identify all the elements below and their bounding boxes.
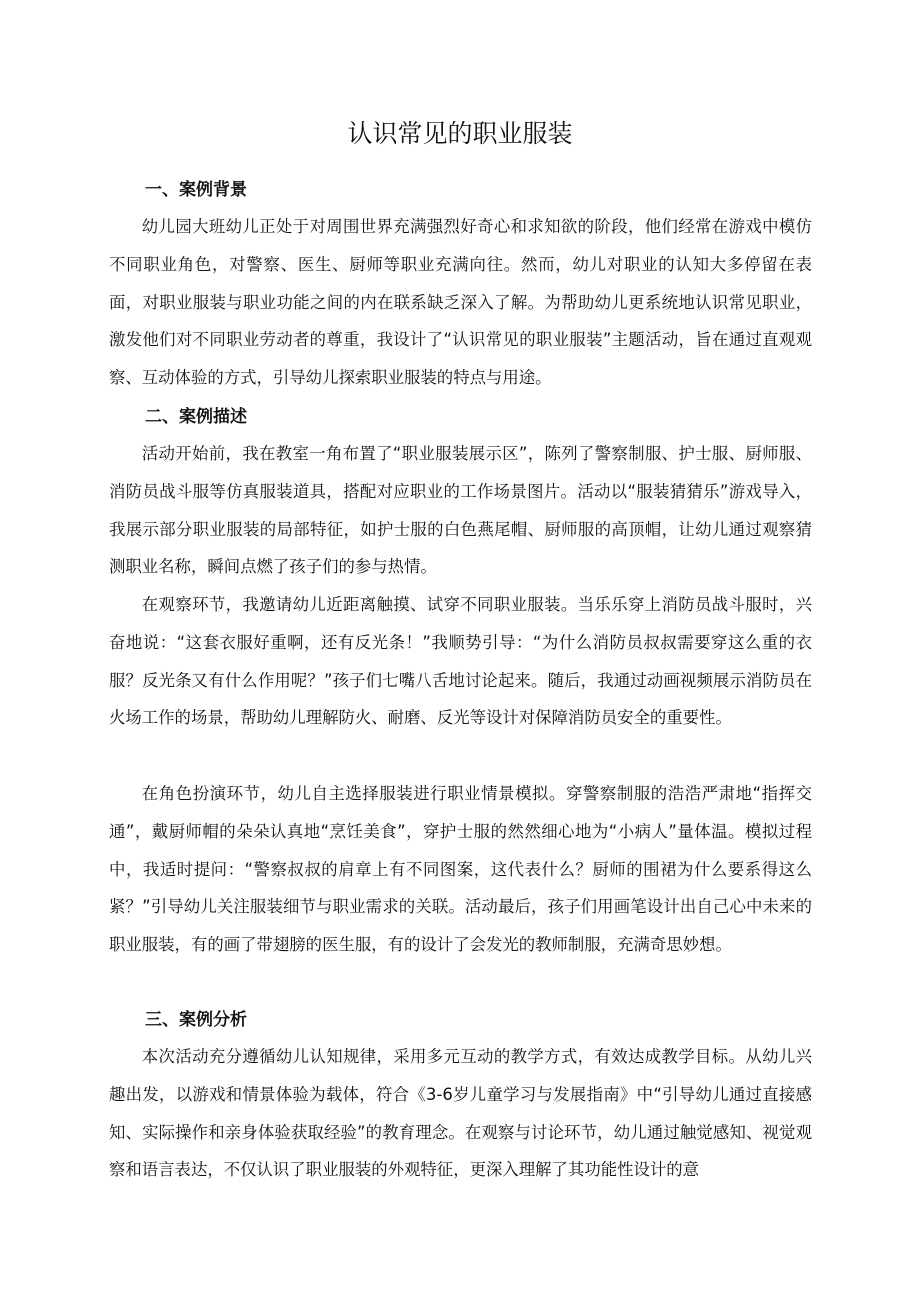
section-heading-description: 二、案例描述 <box>145 407 247 427</box>
section-heading-analysis: 三、案例分析 <box>145 1010 247 1030</box>
paragraph-analysis: 本次活动充分遵循幼儿认知规律，采用多元互动的教学方式，有效达成教学目标。从幼儿兴趣出发，以游戏和情景体验为载体，符合《3-6岁儿童学习与发展指南》中“引导幼儿通过直接感知、实际操作和亲身体验获取经验”的教育理念。在观察与讨论环节，幼儿通过触觉感知、视觉观察和语言表达，不仅认识了职业服装的外观特征，更深入理解了其功能性设计的意 <box>109 1047 812 1180</box>
paragraph-background: 幼儿园大班幼儿正处于对周围世界充满强烈好奇心和求知欲的阶段，他们经常在游戏中模仿不同职业角色，对警察、医生、厨师等职业充满向往。然而，幼儿对职业的认知大多停留在表面，对职业服装与职业功能之间的内在联系缺乏深入了解。为帮助幼儿更系统地认识常见职业，激发他们对不同职业劳动者的尊重，我设计了“认识常见的职业服装”主题活动，旨在通过直观观察、互动体验的方式，引导幼儿探索职业服装的特点与用途。 <box>109 217 812 388</box>
paragraph-description-3: 在角色扮演环节，幼儿自主选择服装进行职业情景模拟。穿警察制服的浩浩严肃地“指挥交通”，戴厨师帽的朵朵认真地“烹饪美食”，穿护士服的然然细心地为“小病人”量体温。模拟过程中，我适时提问：“警察叔叔的肩章上有不同图案，这代表什么？厨师的围裙为什么要系得这么紧？”引导幼儿关注服装细节与职业需求的关联。活动最后，孩子们用画笔设计出自己心中未来的职业服装，有的画了带翅膀的医生服，有的设计了会发光的教师制服，充满奇思妙想。 <box>109 784 812 955</box>
paragraph-description-2: 在观察环节，我邀请幼儿近距离触摸、试穿不同职业服装。当乐乐穿上消防员战斗服时，兴奋地说：“这套衣服好重啊，还有反光条！”我顺势引导：“为什么消防员叔叔需要穿这么重的衣服？反光条又有什么作用呢？”孩子们七嘴八舌地讨论起来。随后，我通过动画视频展示消防员在火场工作的场景，帮助幼儿理解防火、耐磨、反光等设计对保障消防员安全的重要性。 <box>109 595 812 728</box>
document-title: 认识常见的职业服装 <box>347 119 573 148</box>
section-heading-background: 一、案例背景 <box>145 180 247 200</box>
paragraph-description-1: 活动开始前，我在教室一角布置了“职业服装展示区”，陈列了警察制服、护士服、厨师服、消防员战斗服等仿真服装道具，搭配对应职业的工作场景图片。活动以“服装猜猜乐”游戏导入，我展示部分职业服装的局部特征，如护士服的白色燕尾帽、厨师服的高顶帽，让幼儿通过观察猜测职业名称，瞬间点燃了孩子们的参与热情。 <box>109 444 812 577</box>
